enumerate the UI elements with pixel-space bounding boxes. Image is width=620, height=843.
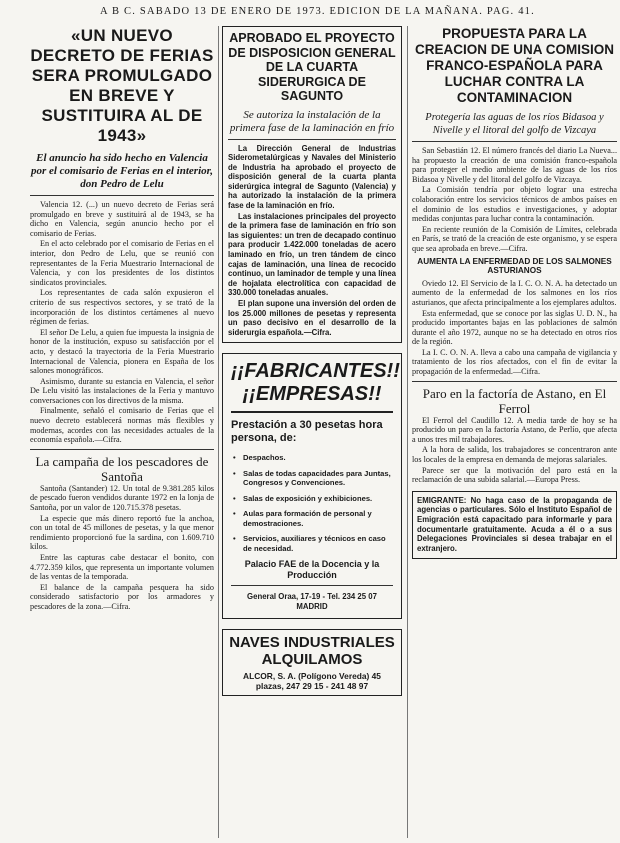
divider <box>30 449 214 450</box>
article-paragraph: Finalmente, señaló el comisario de Ferias que el nuevo decreto establecerá normas más flexibles y modernas, acordes con las necesidades actuales de la economía española.—Cifra. <box>30 406 214 445</box>
ad-item: • Salas de todas capacidades para Juntas, Congresos y Convenciones. <box>231 469 393 488</box>
article-paragraph: En el acto celebrado por el comisario de Ferias en el interior, don Pedro de Lelu, que se reunió con representantes de la Feria Muestrario Internacional de Valencia, y con los presidentes de los distintos sindicatos provinciales. <box>30 239 214 287</box>
article-paragraph: En reciente reunión de la Comisión de Límites, celebrada en París, se trató de la creación de este organismo, y se espera que sea aprobada en breve.—Cifra. <box>412 224 617 253</box>
article-paragraph: A la hora de salida, los trabajadores se concentraron ante los locales de la empresa en demanda de mejoras salariales. <box>412 445 617 465</box>
divider <box>228 139 396 140</box>
ad-item: • Salas de exposición y exhibiciones. <box>231 494 393 504</box>
divider <box>231 585 393 586</box>
headline-contaminacion: PROPUESTA PARA LA CREACION DE UNA COMISION FRANCO-ESPAÑOLA PARA LUCHAR CONTRA LA CONTAMINACION <box>414 26 614 105</box>
article-paragraph: La especie que más dinero reportó fue la anchoa, con un total de 45 millones de pesetas, y la que menor rendimiento proporcionó fue la sardina, con 1.609.710 kilos. <box>30 513 214 552</box>
divider <box>412 381 617 382</box>
article-paragraph: Santoña (Santander) 12. Un total de 9.381.285 kilos de pescado fueron vendidos durante 1972 en la lonja de Santoña, por un valor de 120.715.378 pesetas. <box>30 483 214 513</box>
ad-headline: ¡¡FABRICANTES!! ¡¡EMPRESAS!! <box>231 360 400 406</box>
naves-ad <box>222 629 402 696</box>
article-paragraph: Oviedo 12. El Servicio de la I. C. O. N. A. ha detectado un aumento de la enfermedad de los salmones en los ríos asturianos, que afecta principalmente a los ejemplares adultos. <box>412 278 617 307</box>
headline-siderurgica: APROBADO EL PROYECTO DE DISPOSICION GENERAL DE LA CUARTA SIDERURGICA DE SAGUNTO <box>228 31 396 103</box>
divider <box>412 141 617 142</box>
article-paragraph: Los representantes de cada salón expusieron el criterio de sus respectivos sectores, y se trató de la incorporación de los distintos certámenes al nuevo régimen de ferias. <box>30 288 214 327</box>
ad-offer: Prestación a 30 pesetas hora persona, de: <box>231 419 383 445</box>
naves-title: NAVES INDUSTRIALES ALQUILAMOS <box>229 633 395 668</box>
emigrante-notice <box>412 491 617 560</box>
subhead-ferias: El anuncio ha sido hecho en Valencia por el comisario de Ferias en el interior, don Pedro de Lelu <box>30 152 214 190</box>
ad-sponsor: Palacio FAE de la Docencia y la Producción <box>244 559 380 581</box>
ad-item: • Aulas para formación de personal y demostraciones. <box>231 509 393 528</box>
article-paragraph: La Dirección General de Industrias Siderometalúrgicas y Navales del Ministerio de Industria ha aprobado el proyecto de disposición general de la cuarta planta siderúrgica integral de Sagunto (Valencia) y ha autorizado la instalación de la primera fase de la laminación en frío. <box>228 143 396 211</box>
article-paragraph: Entre las capturas cabe destacar el bonito, con 4.772.359 kilos, que representa un importante volumen de las ventas de la temporada. <box>30 553 214 582</box>
article-paragraph: La I. C. O. N. A. lleva a cabo una campaña de vigilancia y tratamiento de los ríos afectados, con el fin de evitar la propagación de la enfermedad.—Cifra. <box>412 347 617 377</box>
ad-contact: General Oraa, 17-19 - Tel. 234 25 07 MADRID <box>247 592 377 611</box>
divider <box>30 195 214 196</box>
ad-item: • Servicios, auxiliares y técnicos en caso de necesidad. <box>231 534 393 553</box>
article-paragraph: El Ferrol del Caudillo 12. A media tarde de hoy se ha producido un paro en la factoría Astano, de Perlío, que afecta a unos tres mil trabajadores. <box>412 415 617 444</box>
article-paragraph: Asimismo, durante su estancia en Valencia, el señor De Lelu visitó las instalaciones de la Feria y mantuvo conversaciones con los directivos de la misma. <box>30 376 214 405</box>
fabricantes-ad <box>222 353 402 618</box>
divider <box>231 411 393 413</box>
subhead-contaminacion: Protegería las aguas de los ríos Bidasoa y Nivelle y el litoral del golfo de Vizcaya <box>425 112 604 136</box>
headline-santona: La campaña de los pescadores de Santoña <box>35 453 209 484</box>
column-left <box>30 26 214 836</box>
running-head: A B C. SABADO 13 DE ENERO DE 1973. EDICION DE LA MAÑANA. PAG. 41. <box>100 6 535 17</box>
notice-text: EMIGRANTE: No haga caso de la propaganda de agencias o particulares. Sólo el Instituto Español de Emigración está capacitado para informarle y para documentarle gratuitamente. Acuda a él o a sus Delegaciones Provinciales si desea trabajar en el extranjero. <box>417 495 612 553</box>
column-divider-1 <box>218 26 219 838</box>
ad-item: • Despachos. <box>231 453 393 463</box>
article-paragraph: El plan supone una inversión del orden de los 25.000 millones de pesetas y representa un paso decisivo en el desarrollo de la siderurgia española.—Cifra. <box>228 299 396 337</box>
article-paragraph: Esta enfermedad, que se conoce por las siglas U. D. N., ha producido importantes bajas en las poblaciones de salmón durante el año 1972, aunque no se ha detectado en otros ríos de la región. <box>412 308 617 347</box>
article-paragraph: Las instalaciones principales del proyecto de la primera fase de laminación en frío son las siguientes: un tren de decapado continuo para producir 1.422.000 toneladas de acero laminado en frío, un tren tándem de cinco cajas de laminación, una línea de recocido continuo, un laminador de temple y una línea de hojalata electrolítica con capacidad de 330.000 toneladas anuales. <box>228 211 396 298</box>
column-middle <box>222 26 402 836</box>
siderurgica-box <box>222 26 402 343</box>
article-paragraph: Valencia 12. (...) un nuevo decreto de Ferias será promulgado en breve y sustituirá al de 1943, se ha dicho en Valencia, según anuncio hecho por el comisario de Ferias. <box>30 200 214 238</box>
article-paragraph: San Sebastián 12. El número francés del diario La Nueva... ha propuesto la creación de una comisión franco-española para proteger el medio ambiente de las aguas de los ríos Bidasoa y Nivelle y del litoral del golfo de Vizcaya. <box>412 146 617 184</box>
article-paragraph: El balance de la campaña pesquera ha sido considerado satisfactorio por los armadores y pescadores de la zona.—Cifra. <box>30 582 214 611</box>
column-divider-2 <box>407 26 408 838</box>
subhead-siderurgica: Se autoriza la instalación de la primera fase de la laminación en frío <box>229 108 395 134</box>
headline-salmones: AUMENTA LA ENFERMEDAD DE LOS SALMONES ASTURIANOS <box>417 256 612 276</box>
article-paragraph: La Comisión tendría por objeto lograr una estrecha colaboración entre los servicios técnicos de ambos países en el dominio de los estudios e investigaciones, y adoptar medidas conjuntas para luchar contra la contaminación. <box>412 185 617 224</box>
article-paragraph: Parece ser que la motivación del paro está en la reclamación de una subida salarial.—Europa Press. <box>412 465 617 485</box>
headline-ferias: «UN NUEVO DECRETO DE FERIAS SERA PROMULGADO EN BREVE Y SUSTITUIRA AL DE 1943» <box>30 26 214 145</box>
article-paragraph: El señor De Lelu, a quien fue impuesta la insignia de honor de la institución, expuso su satisfacción por el acto, y destacó la trayectoria de la Feria Muestrario Internacional de Valencia, pionera en España de los salones monográficos. <box>30 327 214 376</box>
headline-astano: Paro en la factoría de Astano, en El Ferrol <box>422 385 607 416</box>
column-right <box>412 26 617 836</box>
naves-body: ALCOR, S. A. (Polígono Vereda) 45 plazas, 247 29 15 - 241 48 97 <box>243 670 381 691</box>
